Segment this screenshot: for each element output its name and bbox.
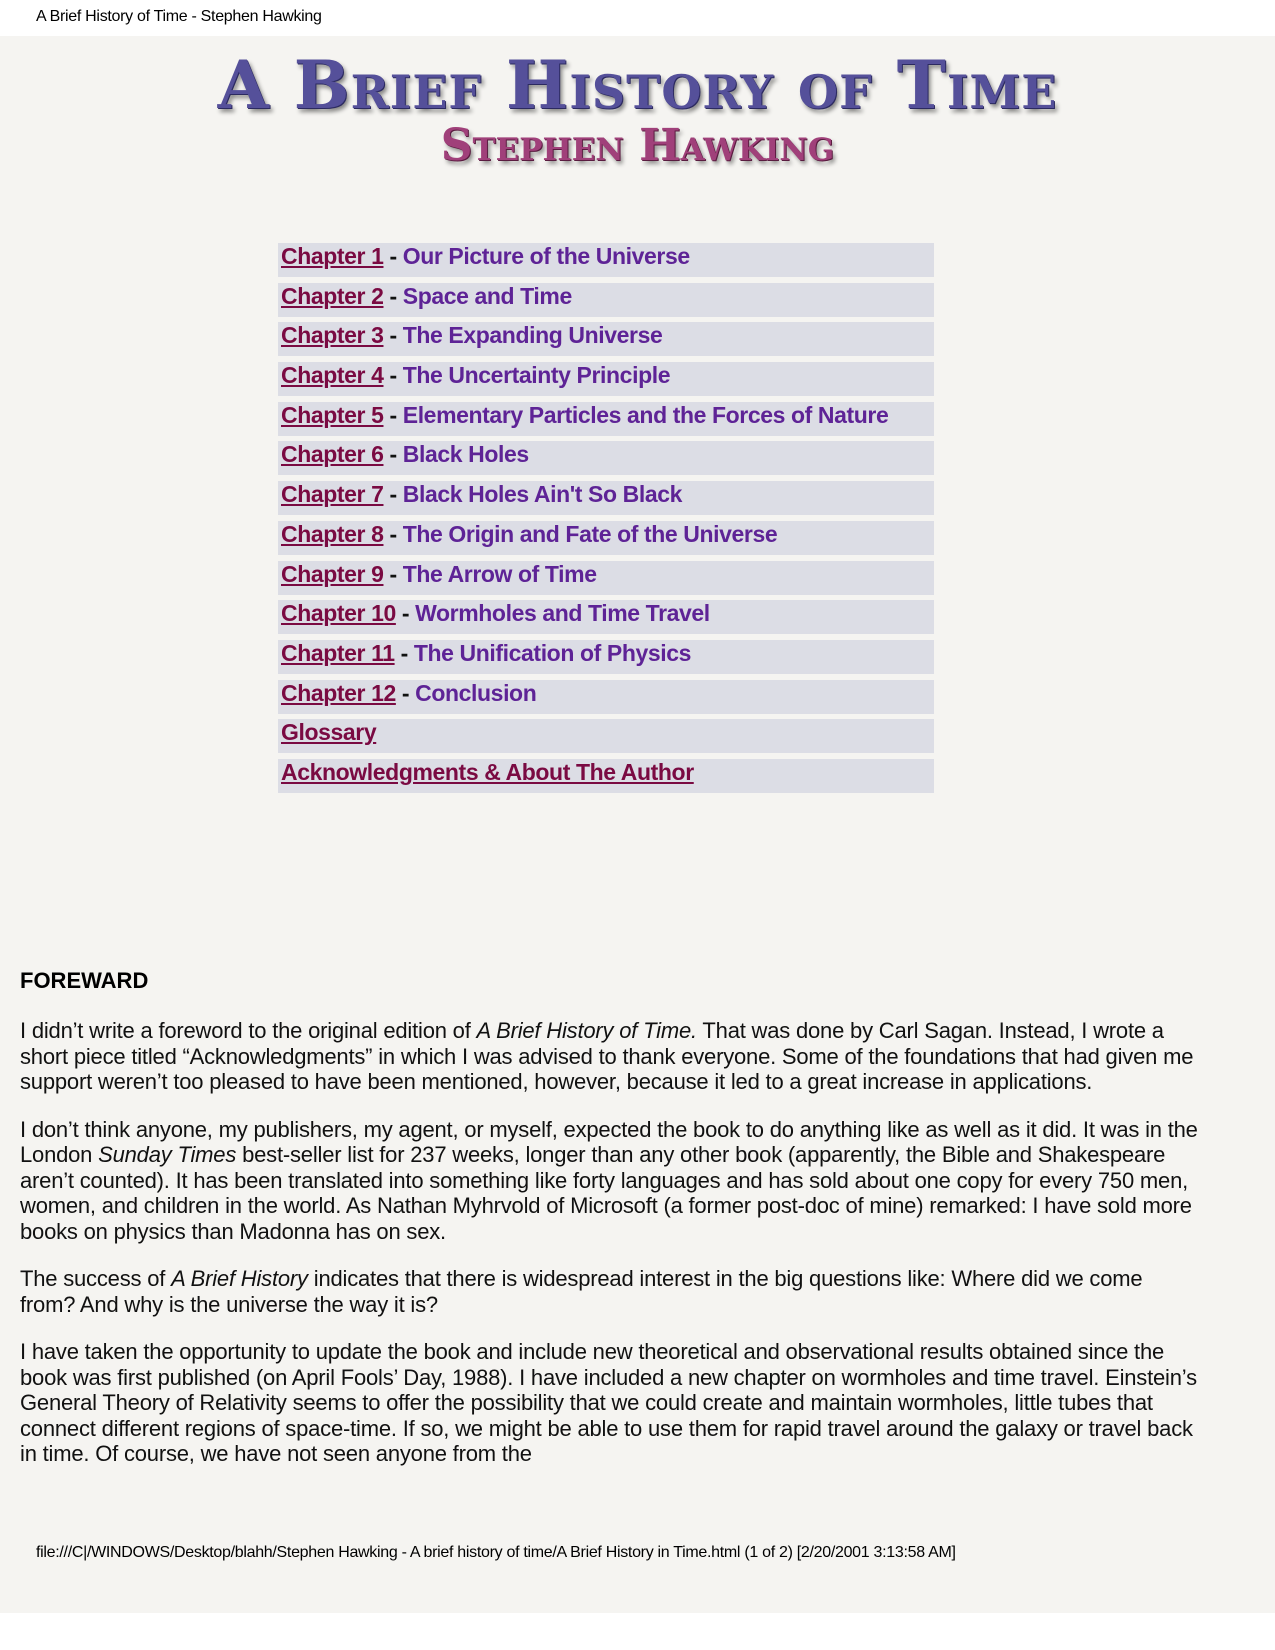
toc-link[interactable]: Chapter 2 (281, 282, 384, 309)
separator: - (389, 441, 397, 468)
text: best-seller list for 237 weeks, longer than any other book (apparently, the Bible and Shakespeare aren’t counted). It has been translated into something like forty languages and has sold about one copy for every 750 men, women, and children in the world. As Nathan Myhrvold of Microsoft (a former post-doc of mine) remarked: I have sold more books on physics than Madonna has on sex. (20, 1142, 1192, 1244)
toc-row (278, 759, 934, 793)
paragraph-3 (20, 1266, 1200, 1317)
chapter-title: The Arrow of Time (402, 560, 597, 587)
separator: - (400, 639, 408, 666)
chapter-title: The Origin and Fate of the Universe (402, 520, 778, 547)
paragraph-4: I have taken the opportunity to update the book and include new theoretical and observational results obtained since the book was first published (on April Fools’ Day, 1988). I have included a new chapter on wormholes and time travel. Einstein’s General Theory of Relativity seems to offer the possibility that we could create and maintain wormholes, little tubes that connect different regions of space-time. If so, we might be able to use them for rapid travel around the galaxy or travel back in time. Of course, we have not seen anyone from the (20, 1339, 1197, 1466)
toc-row (278, 521, 934, 555)
print-footer: file:///C|/WINDOWS/Desktop/blahh/Stephen Hawking - A brief history of time/A Brief History in Time.html (1 of 2) [2/20/2001 3:13:58 AM] (36, 1544, 956, 1561)
chapter-title: Black Holes (402, 441, 529, 468)
chapter-title: Conclusion (415, 679, 537, 706)
separator: - (389, 520, 397, 547)
toc-link[interactable]: Chapter 5 (281, 401, 384, 428)
chapter-title: Black Holes Ain't So Black (402, 481, 683, 508)
chapter-title: Space and Time (402, 282, 572, 309)
chapter-title: Elementary Particles and the Forces of Nature (402, 401, 889, 428)
toc-row (278, 243, 934, 277)
toc-row (278, 680, 934, 714)
toc-row (278, 362, 934, 396)
book-title: A Brief History (171, 1266, 308, 1291)
toc-link[interactable]: Chapter 12 (281, 679, 396, 706)
paragraph-2 (20, 1117, 1200, 1245)
toc-link[interactable]: Chapter 1 (281, 243, 384, 269)
newspaper-title: Sunday Times (98, 1142, 237, 1167)
separator: - (389, 282, 397, 309)
separator: - (401, 600, 410, 627)
toc-link[interactable]: Chapter 3 (281, 322, 384, 349)
separator: - (389, 560, 397, 587)
chapter-title: The Uncertainty Principle (402, 362, 671, 389)
toc-link[interactable]: Acknowledgments & About The Author (281, 758, 694, 785)
separator: - (389, 243, 397, 269)
toc-row (278, 600, 934, 634)
logo-title: A Brief History of Time (217, 46, 1058, 124)
toc-row (278, 322, 934, 356)
text: I didn’t write a foreword to the original edition of (20, 1018, 477, 1043)
page (0, 36, 1275, 1613)
text: indicates that there is widespread interest in the big questions like: Where did we come from? And why is the universe the way it is? (20, 1266, 1143, 1317)
chapter-title: Our Picture of the Universe (402, 243, 690, 269)
logo-author: Stephen Hawking (440, 120, 835, 171)
separator: - (389, 481, 397, 508)
text: I don’t think anyone, my publishers, my agent, or myself, expected the book to do anything like as well as it did. It was in the London (20, 1116, 1198, 1167)
toc-link[interactable]: Glossary (281, 719, 377, 746)
toc-link[interactable]: Chapter 7 (281, 481, 384, 508)
table-of-contents (278, 243, 934, 799)
toc-link[interactable]: Chapter 6 (281, 441, 384, 468)
toc-link[interactable]: Chapter 10 (281, 600, 396, 627)
chapter-title: The Unification of Physics (413, 639, 692, 666)
toc-link[interactable]: Chapter 9 (281, 560, 384, 587)
foreward-body (20, 1018, 1200, 1489)
toc-row (278, 283, 934, 317)
toc-row (278, 561, 934, 595)
toc-row (278, 719, 934, 753)
chapter-title: Wormholes and Time Travel (415, 600, 710, 627)
separator: - (389, 322, 397, 349)
toc-row (278, 402, 934, 436)
toc-link[interactable]: Chapter 11 (281, 639, 395, 666)
toc-row (278, 441, 934, 475)
book-title: A Brief History of Time. (476, 1018, 697, 1043)
separator: - (389, 362, 397, 389)
separator: - (389, 401, 397, 428)
paragraph-1 (20, 1018, 1200, 1095)
toc-link[interactable]: Chapter 8 (281, 520, 384, 547)
foreward-heading: FOREWARD (20, 968, 149, 993)
toc-row (278, 481, 934, 515)
print-header: A Brief History of Time - Stephen Hawking (36, 8, 322, 25)
chapter-title: The Expanding Universe (402, 322, 663, 349)
toc-link[interactable]: Chapter 4 (281, 362, 384, 389)
text: That was done by Carl Sagan. Instead, I wrote a short piece titled “Acknowledgments” in which I was advised to thank everyone. Some of the foundations that had given me support weren’t too pleased to have been mentioned, however, because it led to a great increase in applications. (20, 1018, 1194, 1094)
text: The success of (20, 1266, 172, 1291)
separator: - (401, 679, 410, 706)
toc-row (278, 640, 934, 674)
